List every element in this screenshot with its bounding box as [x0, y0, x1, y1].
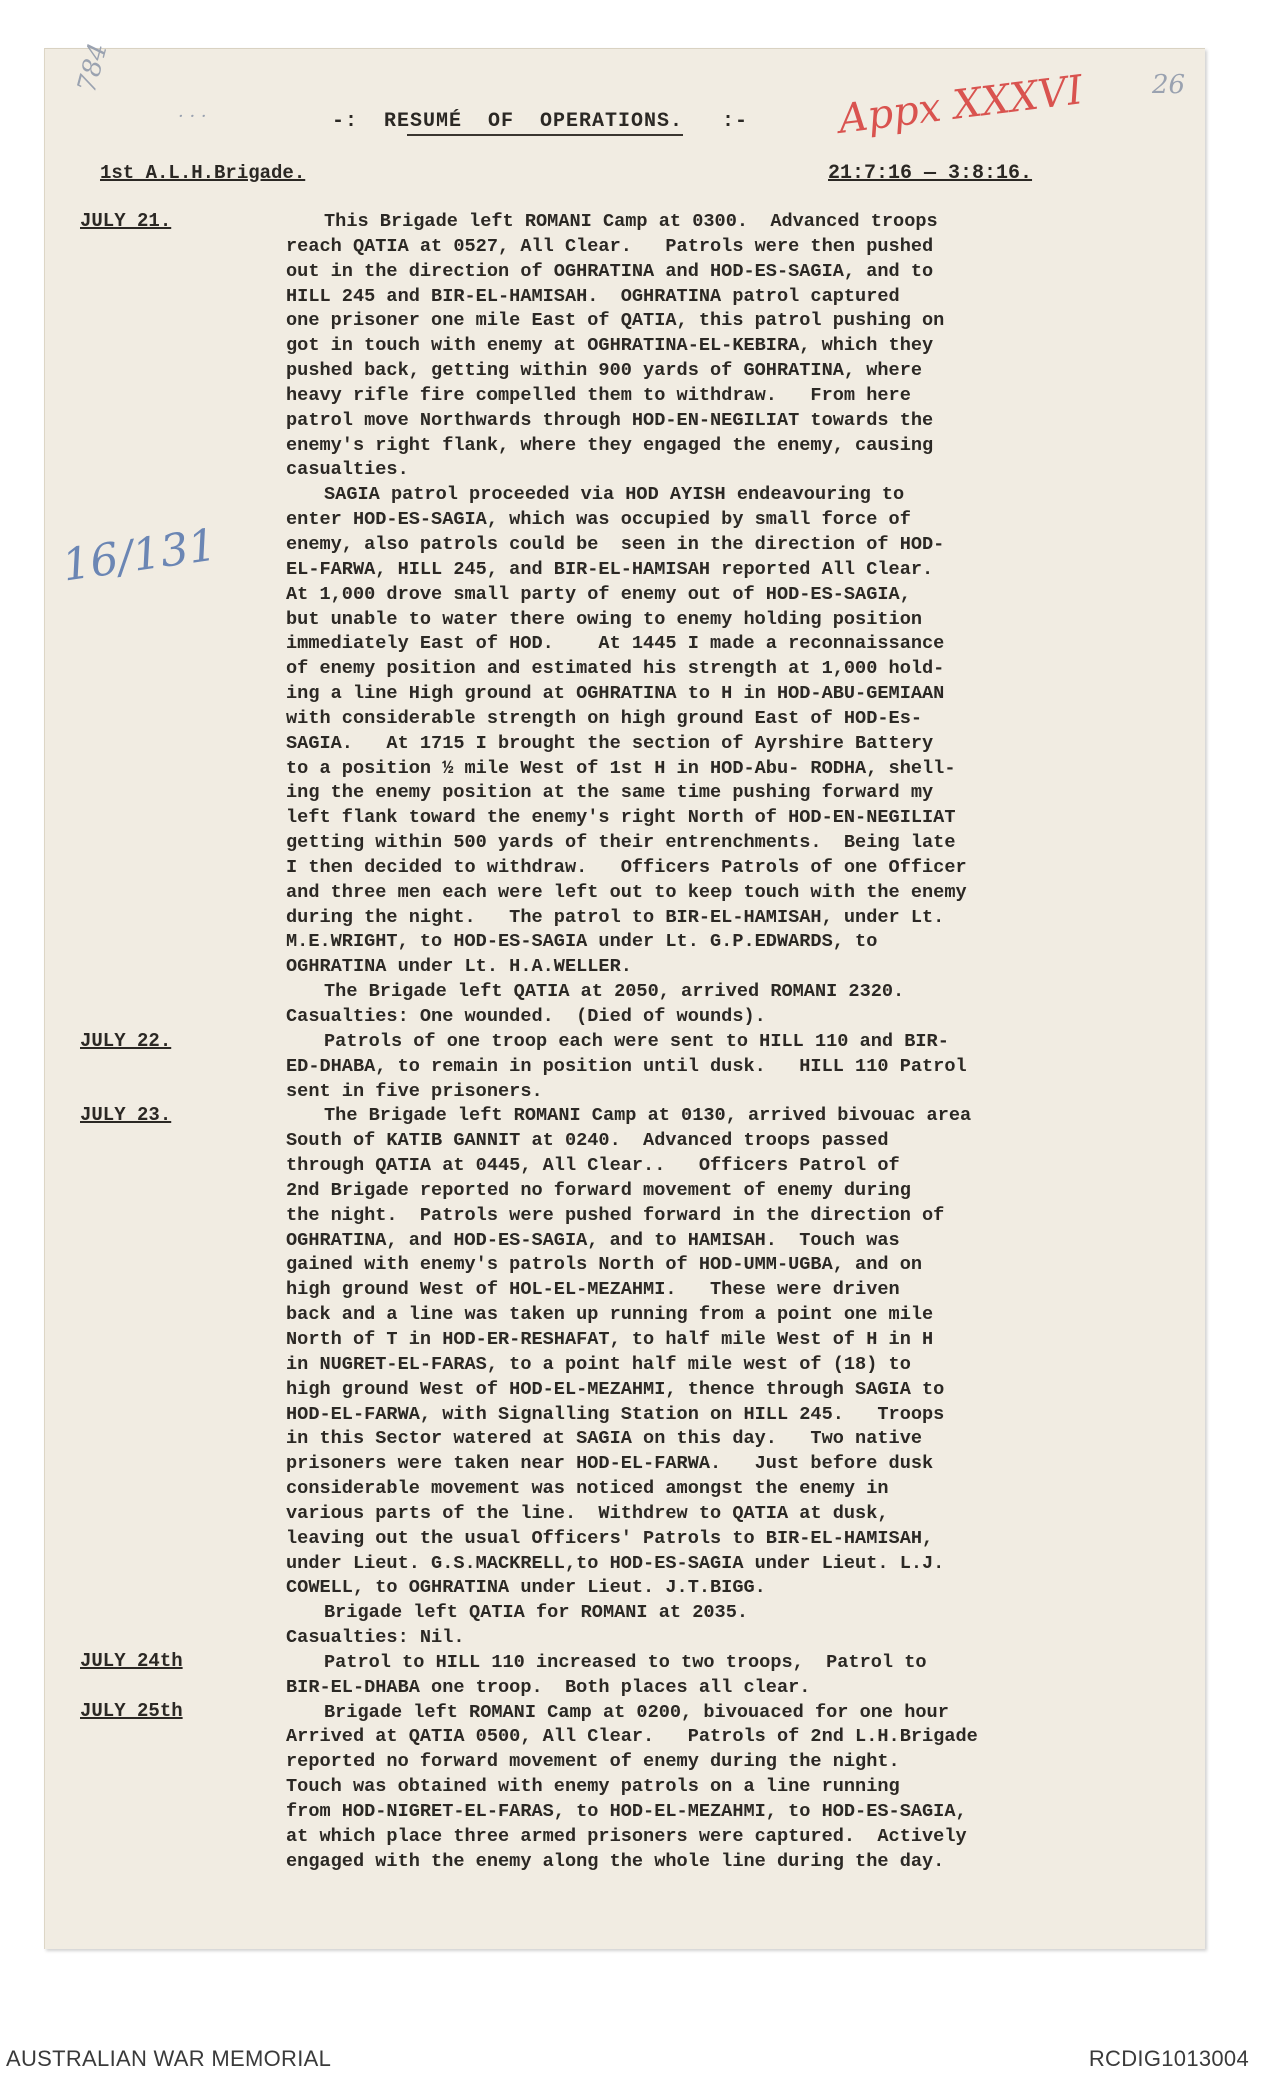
narrative-line: reach QATIA at 0527, All Clear. Patrols were then pushed — [286, 235, 934, 257]
narrative-line: gained with enemy's patrols North of HOD-UMM-UGBA, and on — [286, 1254, 923, 1276]
narrative-line: heavy rifle fire compelled them to withdraw. From here — [286, 384, 911, 406]
date-range: 21:7:16 — 3:8:16. — [828, 162, 1033, 185]
narrative-line: OGHRATINA under Lt. H.A.WELLER. — [286, 956, 632, 978]
narrative-line: Brigade left QATIA for ROMANI at 2035. — [324, 1602, 749, 1624]
narrative-line: back and a line was taken up running from a point one mile — [286, 1304, 934, 1326]
narrative-line: M.E.WRIGHT, to HOD-ES-SAGIA under Lt. G.P.EDWARDS, to — [286, 931, 878, 953]
narrative-line: Patrols of one troop each were sent to HILL 110 and BIR- — [324, 1030, 949, 1052]
date-label-july-25: JULY 25th — [80, 1700, 183, 1722]
narrative-line: ing a line High ground at OGHRATINA to H in HOD-ABU-GEMIAAN — [286, 683, 945, 705]
narrative-line: considerable movement was noticed amongst the enemy in — [286, 1478, 889, 1500]
narrative-line: Patrol to HILL 110 increased to two troops, Patrol to — [324, 1651, 927, 1673]
narrative-line: the night. Patrols were pushed forward in the direction of — [286, 1204, 945, 1226]
narrative-line: immediately East of HOD. At 1445 I made a reconnaissance — [286, 633, 945, 655]
narrative-line: Touch was obtained with enemy patrols on a line running — [286, 1776, 900, 1798]
narrative-line: leaving out the usual Officers' Patrols to BIR-EL-HAMISAH, — [286, 1527, 934, 1549]
appendix-annotation: Appx XXXVI — [836, 67, 1086, 143]
title-underline — [407, 134, 683, 136]
narrative-line: 2nd Brigade reported no forward movement of enemy during — [286, 1179, 911, 1201]
archive-credit: AUSTRALIAN WAR MEMORIAL — [6, 2046, 332, 2071]
narrative-line: BIR-EL-DHABA one troop. Both places all clear. — [286, 1676, 811, 1698]
narrative-line: ED-DHABA, to remain in position until dusk. HILL 110 Patrol — [286, 1055, 967, 1077]
narrative-line: patrol move Northwards through HOD-EN-NEGILIAT towards the — [286, 409, 934, 431]
narrative-line: pushed back, getting within 900 yards of GOHRATINA, where — [286, 360, 923, 382]
narrative-line: high ground West of HOL-EL-MEZAHMI. These were driven — [286, 1279, 900, 1301]
archive-reference-id: RCDIG1013004 — [1088, 2046, 1249, 2071]
narrative-line: but unable to water there owing to enemy holding position — [286, 608, 923, 630]
narrative-line: At 1,000 drove small party of enemy out of HOD-ES-SAGIA, — [286, 583, 911, 605]
narrative-line: enemy, also patrols could be seen in the direction of HOD- — [286, 533, 945, 555]
margin-reference: 16/131 — [59, 519, 220, 592]
narrative-line: sent in five prisoners. — [286, 1080, 543, 1102]
narrative-line: The Brigade left ROMANI Camp at 0130, arrived bivouac area — [324, 1105, 972, 1127]
narrative-line: from HOD-NIGRET-EL-FARAS, to HOD-EL-MEZAHMI, to HOD-ES-SAGIA, — [286, 1801, 967, 1822]
narrative-line: South of KATIB GANNIT at 0240. Advanced troops passed — [286, 1130, 889, 1152]
narrative-line: casualties. — [286, 459, 409, 481]
narrative-line: left flank toward the enemy's right North of HOD-EN-NEGILIAT — [286, 807, 956, 829]
date-label-july-23: JULY 23. — [80, 1104, 172, 1126]
narrative-line: with considerable strength on high ground East of HOD-Es- — [286, 707, 923, 729]
date-label-july-21: JULY 21. — [80, 210, 172, 232]
unit-name: 1st A.L.H.Brigade. — [100, 162, 306, 184]
narrative-line: under Lieut. G.S.MACKRELL,to HOD-ES-SAGIA under Lieut. L.J. — [286, 1552, 945, 1574]
narrative-line: during the night. The patrol to BIR-EL-HAMISAH, under Lt. — [286, 906, 945, 928]
narrative-line: in NUGRET-EL-FARAS, to a point half mile west of (18) to — [286, 1353, 911, 1375]
narrative-line: This Brigade left ROMANI Camp at 0300. Advanced troops — [324, 211, 938, 232]
narrative-line: through QATIA at 0445, All Clear.. Officers Patrol of — [286, 1155, 900, 1177]
narrative-line: HILL 245 and BIR-EL-HAMISAH. OGHRATINA patrol captured — [286, 285, 900, 307]
narrative-line: Arrived at QATIA 0500, All Clear. Patrols of 2nd L.H.Brigade — [286, 1726, 978, 1748]
narrative-line: getting within 500 yards of their entrenchments. Being late — [286, 832, 956, 854]
operations-narrative — [286, 210, 1191, 1875]
narrative-line: SAGIA. At 1715 I brought the section of Ayrshire Battery — [286, 732, 934, 754]
narrative-line: one prisoner one mile East of QATIA, this patrol pushing on — [286, 310, 945, 332]
narrative-line: Casualties: One wounded. (Died of wounds). — [286, 1006, 766, 1027]
narrative-line: prisoners were taken near HOD-EL-FARWA. Just before dusk — [286, 1453, 934, 1475]
narrative-line: The Brigade left QATIA at 2050, arrived ROMANI 2320. — [324, 981, 905, 1003]
narrative-line: COWELL, to OGHRATINA under Lieut. J.T.BIGG. — [286, 1577, 766, 1599]
narrative-line: high ground West of HOD-EL-MEZAHMI, thence through SAGIA to — [286, 1378, 945, 1400]
narrative-line: various parts of the line. Withdrew to QATIA at dusk, — [286, 1502, 889, 1524]
narrative-line: EL-FARWA, HILL 245, and BIR-EL-HAMISAH reported All Clear. — [286, 558, 934, 580]
narrative-line: out in the direction of OGHRATINA and HOD-ES-SAGIA, and to — [286, 260, 934, 282]
narrative-line: engaged with the enemy along the whole line during the day. — [286, 1850, 945, 1872]
narrative-line: North of T in HOD-ER-RESHAFAT, to half mile West of H in H — [286, 1328, 934, 1350]
narrative-line: OGHRATINA, and HOD-ES-SAGIA, and to HAMISAH. Touch was — [286, 1229, 900, 1251]
narrative-line: at which place three armed prisoners were captured. Actively — [286, 1825, 967, 1847]
narrative-line: and three men each were left out to keep touch with the enemy — [286, 881, 967, 903]
date-label-july-22: JULY 22. — [80, 1030, 172, 1052]
narrative-line: SAGIA patrol proceeded via HOD AYISH endeavouring to — [324, 484, 905, 506]
date-label-july-24: JULY 24th — [80, 1650, 183, 1672]
narrative-line: Casualties: Nil. — [286, 1627, 465, 1649]
narrative-line: enter HOD-ES-SAGIA, which was occupied by small force of — [286, 509, 911, 531]
narrative-line: enemy's right flank, where they engaged the enemy, causing — [286, 434, 934, 456]
document-title: -: RESUMÉ OF OPERATIONS. :- — [332, 110, 749, 133]
narrative-line: reported no forward movement of enemy during the night. — [286, 1751, 900, 1773]
narrative-line: got in touch with enemy at OGHRATINA-EL-KEBIRA, which they — [286, 335, 934, 357]
page-number: 26 — [1152, 70, 1186, 100]
narrative-line: to a position ½ mile West of 1st H in HOD-Abu- RODHA, shell- — [286, 757, 956, 779]
narrative-line: in this Sector watered at SAGIA on this day. Two native — [286, 1428, 923, 1450]
pencil-folio-number: 784 — [72, 40, 114, 96]
narrative-line: HOD-EL-FARWA, with Signalling Station on HILL 245. Troops — [286, 1403, 945, 1425]
narrative-line: ing the enemy position at the same time pushing forward my — [286, 782, 934, 804]
narrative-line: I then decided to withdraw. Officers Patrols of one Officer — [286, 856, 967, 878]
pencil-dots: · · · — [178, 106, 207, 127]
narrative-line: of enemy position and estimated his strength at 1,000 hold- — [286, 658, 945, 680]
narrative-line: Brigade left ROMANI Camp at 0200, bivouaced for one hour — [324, 1701, 949, 1723]
